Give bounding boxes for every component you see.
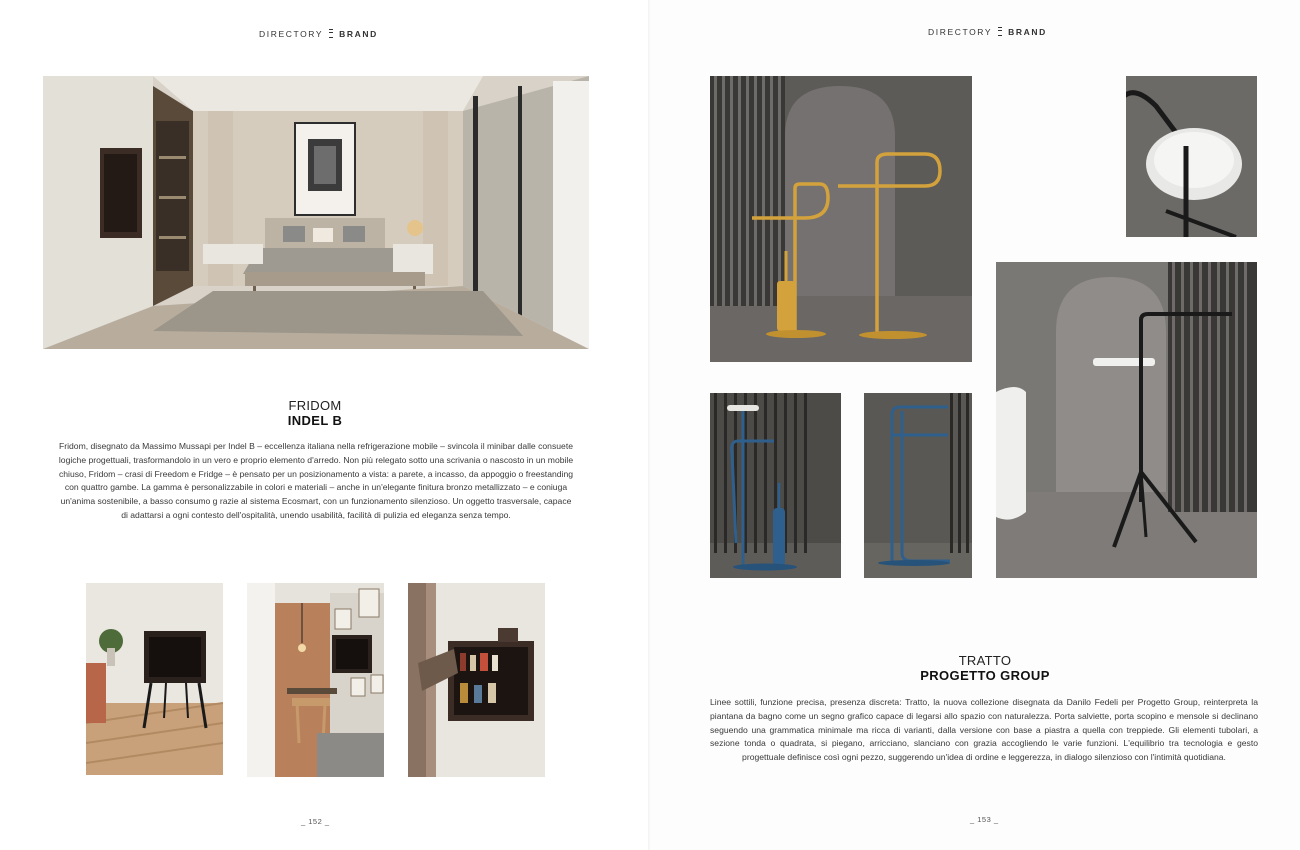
fridom-description: Fridom, disegnato da Massimo Mussapi per Indel B – eccellenza italiana nella refrigerazione mobile – svincola il minibar dalle consuete logiche progettuali, trasformandolo in un vero e proprio elemento d'arredo. Non più relegato sotto una scrivania o nascosto in un mobile chiuso, Fridom – crasi di Freedom e Fridge – è pensato per un posizionamento a vista: a parete, a incasso, da appoggio o freestanding con quattro gambe. La gamma è personalizzabile in colori e materiali – anche in un'elegante finitura bronzo metallizzato – e coniuga un'anima sostenibile, a basso consumo g razie al sistema Ecosmart, con un funzionamento silenzioso. Un oggetto trasversale, capace di adattarsi a ogni contesto dell'ospitalità, unendo usabilità, facilità di pulizia ed eleganza senza tempo. [58, 441, 574, 520]
fridom-title-block [215, 398, 415, 428]
product-title: FRIDOM [288, 398, 342, 413]
header-section: DIRECTORY [928, 27, 993, 37]
tratto-black-stand-photo [996, 262, 1257, 578]
tratto-description: Linee sottili, funzione precisa, presenza discreta: Tratto, la nuova collezione disegnata da Danilo Fedeli per Progetto Group, reinterpreta la piantana da bagno come un segno grafico capace di legarsi allo spazio con naturalezza. Porta salviette, porta scopino e mensole si declinano seguendo una grammatica minimale ma ricca di varianti, dalla versione con base a piastra a quella con treppiede. Gli elementi tubolari, a sezione tonda o quadrata, si piegano, arricciano, slanciano con grazia accogliendo le varie funzioni. L'equilibrio tra tecnologia e gesto progettuale definisce così ogni pezzo, suggerendo un'idea di ordine e leggerezza, in dialogo silenzioso con l'intimità quotidiana. [710, 697, 1258, 763]
bedroom-illustration [43, 76, 589, 349]
right-page-number: _ 153 _ [970, 815, 999, 824]
brand-name: INDEL B [287, 413, 343, 428]
header-separator-icon [998, 27, 1002, 36]
tratto-gold-stands-photo [710, 76, 972, 362]
right-page-header [928, 26, 1047, 37]
fridom-freestanding-photo [86, 583, 223, 775]
fridom-wall-cabinet-photo [247, 583, 384, 777]
fridom-open-cabinet-photo [408, 583, 545, 777]
tratto-blue-stand-photo-2 [864, 393, 972, 578]
tratto-blue-stand-photo-1 [710, 393, 841, 578]
left-page-header [259, 28, 378, 39]
header-separator-icon [329, 29, 333, 38]
header-brand: BRAND [1008, 27, 1047, 37]
header-section: DIRECTORY [259, 29, 324, 39]
left-page-number: _ 152 _ [301, 817, 330, 826]
brand-name: PROGETTO GROUP [920, 668, 1050, 683]
fridom-bedroom-photo [43, 76, 589, 349]
header-brand: BRAND [339, 29, 378, 39]
right-page [650, 0, 1300, 850]
tratto-title-block [885, 653, 1085, 683]
product-title: TRATTO [958, 653, 1012, 668]
tratto-black-detail-photo [1126, 76, 1257, 237]
